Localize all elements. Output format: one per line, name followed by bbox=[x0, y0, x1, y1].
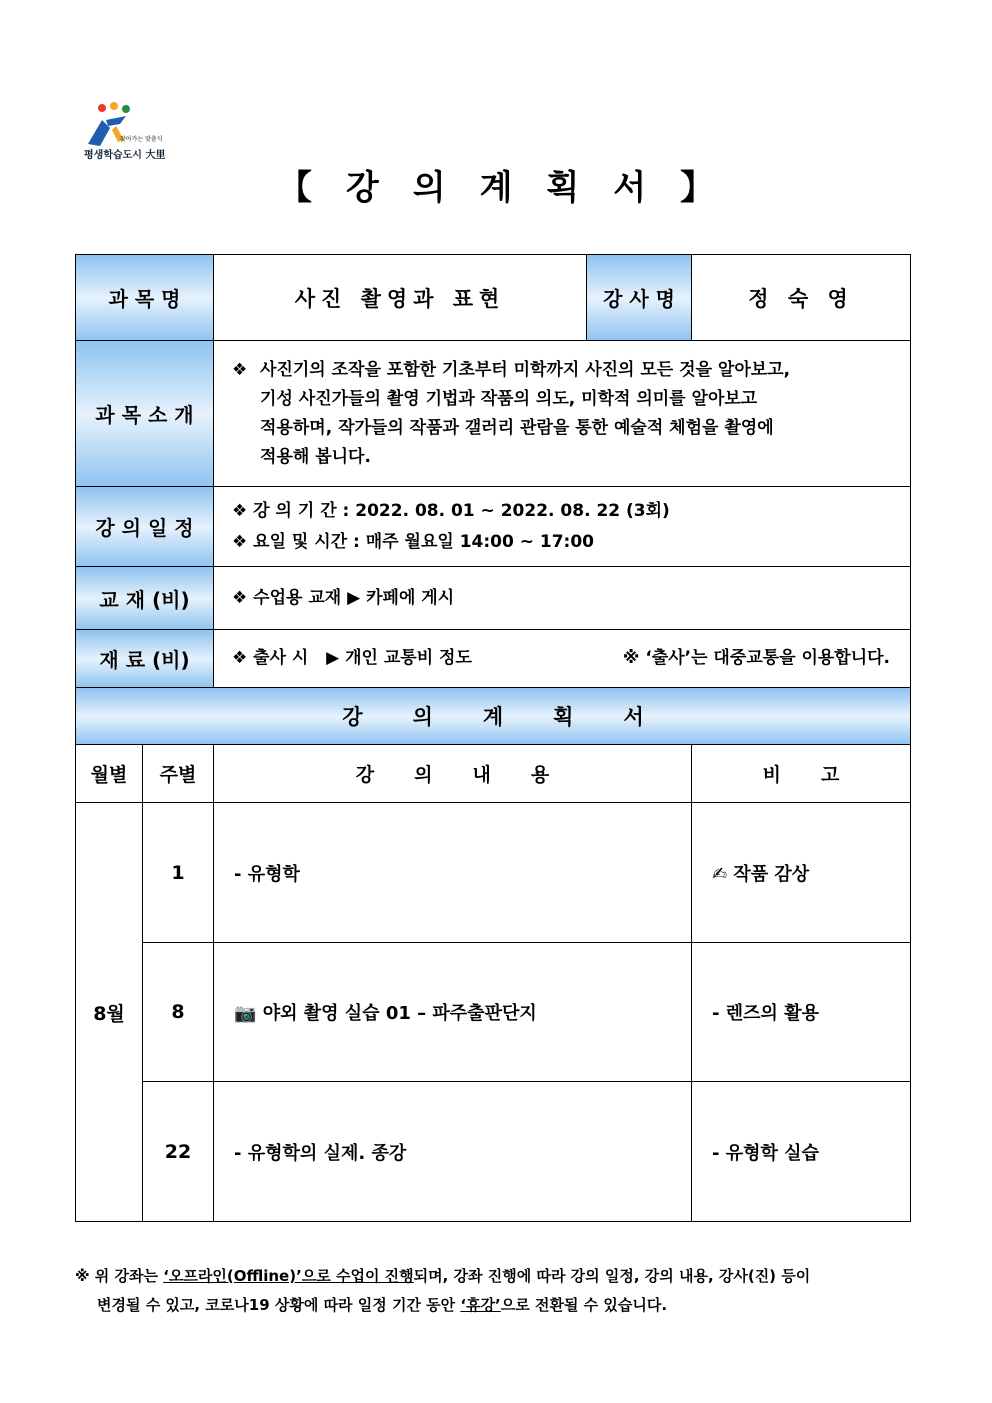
footer-text: 변경될 수 있고, 코로나19 상황에 따라 일정 기간 동안 bbox=[97, 1296, 461, 1314]
schedule-label: 강 의 일 정 bbox=[76, 487, 214, 567]
material-note: ※ ‘출사’는 대중교통을 이용합니다. bbox=[622, 648, 891, 668]
schedule-period: ❖ 강 의 기 간 : 2022. 08. 01 ~ 2022. 08. 22 (3회) bbox=[232, 500, 670, 521]
table-row bbox=[76, 1082, 911, 1222]
schedule-time: ❖ 요일 및 시간 : 매주 월요일 14:00 ~ 17:00 bbox=[232, 531, 595, 552]
column-month: 월별 bbox=[76, 745, 143, 803]
lecture-content: - 유형학 bbox=[214, 803, 692, 943]
column-week: 주별 bbox=[143, 745, 214, 803]
lecture-note: ✍ 작품 감상 bbox=[692, 803, 911, 943]
lecture-content: 📷 야외 촬영 실습 01 – 파주출판단지 bbox=[214, 943, 692, 1082]
month-value: 8월 bbox=[76, 803, 143, 1222]
course-plan-table bbox=[75, 254, 911, 1222]
footer-underline: ‘오프라인(Offline)’으로 수업이 진행 bbox=[163, 1267, 414, 1285]
intro-label: 과 목 소 개 bbox=[76, 341, 214, 487]
material-value: ❖ 출사 시 ▶ 개인 교통비 정도 bbox=[232, 648, 472, 668]
schedule-text bbox=[214, 487, 911, 567]
footer-text: 되며, 강좌 진행에 따라 강의 일정, 강의 내용, 강사(진) 등이 bbox=[413, 1267, 811, 1285]
week-value: 8 bbox=[143, 943, 214, 1082]
week-value: 22 bbox=[143, 1082, 214, 1222]
plan-section-header: 강의계획서 bbox=[76, 688, 911, 745]
material-cell bbox=[214, 630, 911, 688]
footer-underline: ‘휴강’ bbox=[460, 1296, 501, 1314]
intro-line: 적용하며, 작가들의 작품과 갤러리 관람을 통한 예술적 체험을 촬영에 bbox=[260, 417, 774, 438]
footer-note bbox=[75, 1262, 920, 1320]
table-row bbox=[76, 803, 911, 943]
intro-text bbox=[214, 341, 911, 487]
intro-line: 기성 사진가들의 촬영 기법과 작품의 의도, 미학적 의미를 알아보고 bbox=[260, 388, 758, 409]
subject-label: 과 목 명 bbox=[76, 255, 214, 341]
intro-line: 사진기의 조작을 포함한 기초부터 미학까지 사진의 모든 것을 알아보고, bbox=[260, 359, 791, 380]
lecture-note: - 렌즈의 활용 bbox=[692, 943, 911, 1082]
column-note: 비고 bbox=[692, 745, 911, 803]
instructor-label: 강 사 명 bbox=[587, 255, 692, 341]
logo bbox=[80, 100, 190, 162]
instructor-value: 정 숙 영 bbox=[692, 255, 911, 341]
lecture-content: - 유형학의 실제. 종강 bbox=[214, 1082, 692, 1222]
lecture-note: - 유형학 실습 bbox=[692, 1082, 911, 1222]
intro-line: 적용해 봅니다. bbox=[260, 446, 371, 467]
logo-city: 평생학습도시 大里 bbox=[84, 150, 166, 161]
textbook-label: 교 재 (비) bbox=[76, 567, 214, 630]
material-label: 재 료 (비) bbox=[76, 630, 214, 688]
logo-tagline: 찾아가는 맞춤식 bbox=[120, 136, 163, 143]
footer-text: ※ 위 강좌는 bbox=[75, 1267, 164, 1285]
subject-value: 사진 촬영과 표현 bbox=[214, 255, 587, 341]
column-content: 강의내용 bbox=[214, 745, 692, 803]
week-value: 1 bbox=[143, 803, 214, 943]
bullet-icon: ❖ bbox=[232, 359, 248, 380]
table-row bbox=[76, 943, 911, 1082]
footer-text: 으로 전환될 수 있습니다. bbox=[500, 1296, 668, 1314]
page-title: 【강의계획서】 bbox=[277, 168, 749, 208]
textbook-value: ❖ 수업용 교재 ▶ 카페에 게시 bbox=[214, 567, 911, 630]
